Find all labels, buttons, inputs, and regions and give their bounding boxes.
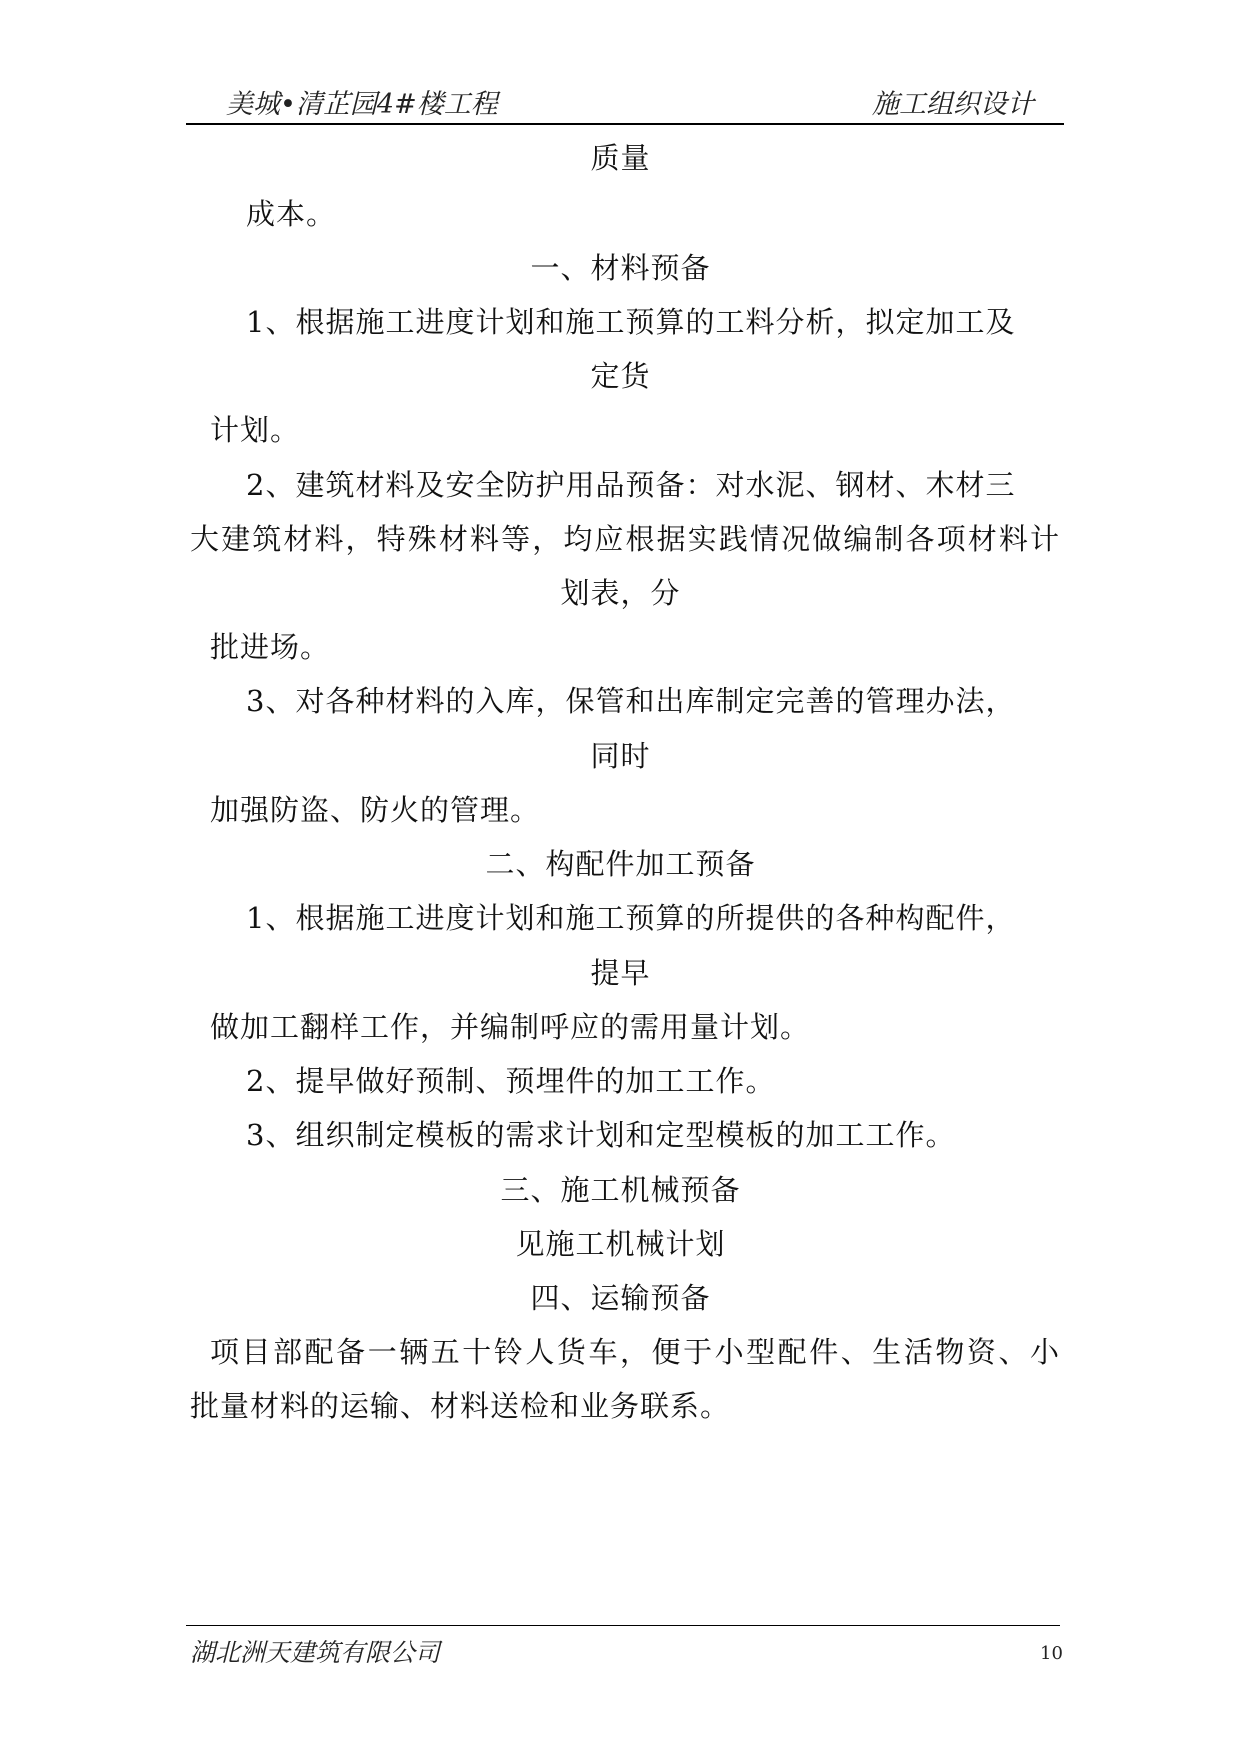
body-line: 1、根据施工进度计划和施工预算的工料分析，拟定加工及 xyxy=(246,305,1016,339)
footer-rule xyxy=(186,1625,1060,1626)
body-line: 质量 xyxy=(590,141,651,175)
body-line: 加强防盗、防火的管理。 xyxy=(210,793,541,827)
section-heading-materials: 一、材料预备 xyxy=(530,251,711,285)
body-line: 大建筑材料，特殊材料等，均应根据实践情况做编制各项材料计 xyxy=(190,522,1060,556)
body-line: 同时 xyxy=(590,739,651,773)
body-line: 项目部配备一辆五十铃人货车，便于小型配件、生活物资、小 xyxy=(210,1335,1060,1369)
header-project-name: 美城•清芷园4#楼工程 xyxy=(226,89,498,120)
body-line: 批量材料的运输、材料送检和业务联系。 xyxy=(190,1389,731,1423)
body-line: 划表，分 xyxy=(560,576,681,610)
body-line: 2、建筑材料及安全防护用品预备：对水泥、钢材、木材三 xyxy=(246,468,1016,502)
header-rule xyxy=(186,123,1064,125)
body-line: 见施工机械计划 xyxy=(515,1227,726,1261)
header-doc-title: 施工组织设计 xyxy=(872,89,1034,120)
footer-company-name: 湖北洲天建筑有限公司 xyxy=(190,1638,441,1667)
body-line: 3、对各种材料的入库，保管和出库制定完善的管理办法， xyxy=(246,684,1016,718)
body-line: 提早 xyxy=(590,956,651,990)
body-line: 成本。 xyxy=(246,197,337,231)
body-line: 定货 xyxy=(590,359,651,393)
body-line: 计划。 xyxy=(210,413,301,447)
section-heading-components: 二、构配件加工预备 xyxy=(485,847,756,881)
body-line: 3、组织制定模板的需求计划和定型模板的加工工作。 xyxy=(246,1118,956,1152)
body-line: 2、提早做好预制、预埋件的加工工作。 xyxy=(246,1064,776,1098)
body-line: 1、根据施工进度计划和施工预算的所提供的各种构配件， xyxy=(246,901,1016,935)
section-heading-transport: 四、运输预备 xyxy=(530,1281,711,1315)
page-number: 10 xyxy=(1040,1643,1063,1664)
body-line: 做加工翻样工作，并编制呼应的需用量计划。 xyxy=(210,1010,811,1044)
section-heading-machinery: 三、施工机械预备 xyxy=(500,1173,741,1207)
body-line: 批进场。 xyxy=(210,630,331,664)
